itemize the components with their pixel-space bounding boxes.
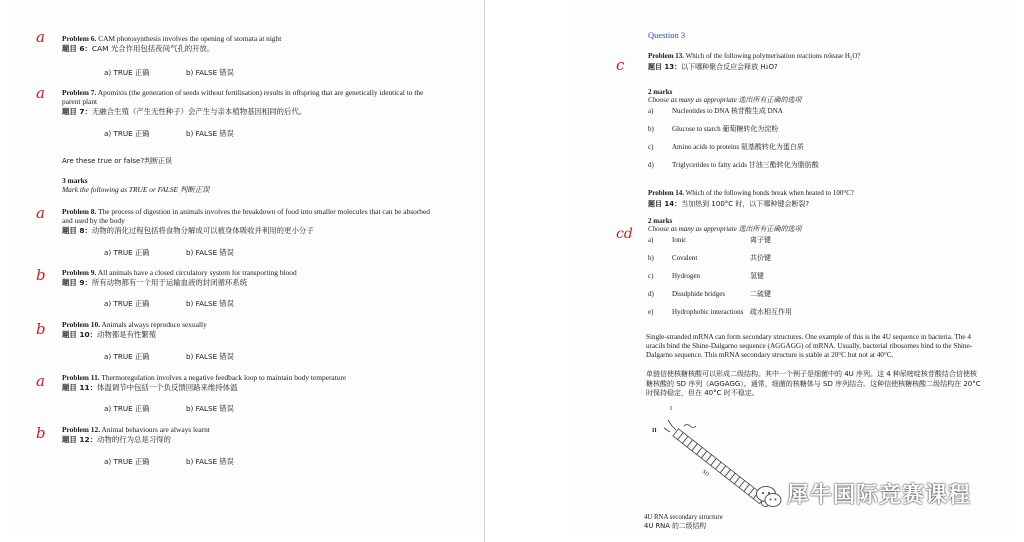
- mrna-paragraph-en: Single-stranded mRNA can form secondary structures. One example of this is the 4U sequence in bacteria. The 4 uracils bind the Shine-Dalgarno sequence (AGGAGG) of mRNA. Usually, bacterial ribosomes bind to the Shine-Dalgarno sequence. This mRNA secondary structure is stable at 20°C but not at 40°C.: [646, 333, 973, 359]
- problem-8-text: The process of digestion in animals involves the breakdown of food into smaller molecules that can be absorbed and used by the body: [62, 207, 430, 225]
- p14-option-d-zh: 二硫键: [750, 290, 771, 298]
- marks-instruction: Mark the following as TRUE or FALSE 判断正误: [62, 185, 210, 194]
- p14-option-a-text: Ionic: [672, 236, 687, 244]
- p13-option-c-text: Amino acids to proteins 氨基酸转化为蛋白质: [672, 143, 804, 151]
- problem-6-zh-text: CAM 光合作用包括夜间气孔的开放。: [91, 44, 215, 53]
- p14-option-a-letter: a): [648, 236, 654, 244]
- p14-option-e-letter: e): [648, 308, 654, 316]
- p6-option-true[interactable]: a) TRUE 正确: [104, 68, 150, 77]
- problem-14: [648, 189, 988, 209]
- p9-option-true[interactable]: a) TRUE 正确: [104, 299, 150, 308]
- p14-marks-label: 2 marks: [648, 217, 673, 225]
- problem-8-zh-text: 动物的消化过程包括将食物分解成可以被身体吸收并利用的更小分子: [91, 226, 314, 235]
- marks-label: 3 marks: [62, 176, 88, 185]
- p14-option-d-letter: d): [648, 290, 654, 298]
- figure-label-sd: SD: [700, 468, 711, 478]
- p7-option-true[interactable]: a) TRUE 正确: [104, 129, 150, 138]
- problem-10: [62, 320, 434, 340]
- p14-option-c-letter: c): [648, 272, 654, 280]
- wechat-icon: [755, 484, 783, 510]
- answer-mark-p9: b: [36, 266, 46, 284]
- p10-option-true[interactable]: a) TRUE 正确: [104, 352, 150, 361]
- problem-9: [62, 268, 434, 288]
- answer-mark-p14: cd: [616, 226, 633, 242]
- p14-option-e-text: Hydrophobic interactions: [672, 308, 744, 316]
- p13-marks-label: 2 marks: [648, 88, 673, 96]
- p14-marks-instruction: Choose as many as appropriate 选出所有正确的选项: [648, 225, 802, 233]
- page-gap: [485, 0, 574, 542]
- problem-9-label: Problem 9.: [62, 268, 97, 277]
- p14-option-a-zh: 离子键: [750, 236, 771, 244]
- p14-option-d-text: Disulphide bridges: [672, 290, 726, 298]
- p13-option-d-letter: d): [648, 161, 654, 169]
- problem-8-zh-label: 题目 8：: [62, 226, 92, 235]
- p11-option-false[interactable]: b) FALSE 错误: [186, 404, 234, 413]
- problem-12-label: Problem 12.: [62, 425, 101, 434]
- problem-13: [648, 52, 988, 72]
- problem-11: [62, 373, 434, 393]
- figure-caption-zh: 4U RNA 的二级结构: [644, 522, 707, 530]
- problem-14-zh-text: 当加热到 100°C 时，以下哪种键会断裂?: [681, 200, 810, 208]
- question-heading: Question 3: [648, 30, 686, 40]
- answer-mark-p12: b: [36, 424, 46, 442]
- p11-option-true[interactable]: a) TRUE 正确: [104, 404, 150, 413]
- problem-13-label: Problem 13.: [648, 52, 685, 60]
- problem-14-label: Problem 14.: [648, 189, 685, 197]
- p14-option-c-zh: 氢键: [750, 272, 764, 280]
- figure-caption-en: 4U RNA secondary structure: [644, 514, 723, 521]
- problem-13-zh-label: 题目 13：: [648, 63, 682, 71]
- p13-option-c-letter: c): [648, 143, 654, 151]
- problem-7: [62, 88, 434, 117]
- problem-10-text: Animals always reproduce sexually: [100, 320, 207, 329]
- problem-13-text: Which of the following polymerisation reactions release H₂O?: [684, 52, 861, 60]
- problem-6-label: Problem 6.: [62, 34, 97, 43]
- figure-label-i: I: [670, 406, 672, 412]
- p13-option-b-text: Glucose to starch 葡萄糖转化为淀粉: [672, 125, 779, 133]
- problem-6-zh-label: 题目 6：: [62, 44, 92, 53]
- problem-7-zh-label: 题目 7：: [62, 107, 92, 116]
- p12-option-true[interactable]: a) TRUE 正确: [104, 457, 150, 466]
- p14-option-c-text: Hydrogen: [672, 272, 700, 280]
- p14-option-b-letter: b): [648, 254, 654, 262]
- answer-mark-p6: a: [36, 28, 45, 46]
- problem-12: [62, 425, 434, 445]
- problem-7-zh-text: 无融合生殖（产生无性种子）会产生与亲本植物基因相同的后代。: [91, 107, 307, 116]
- problem-10-zh-label: 题目 10：: [62, 330, 98, 339]
- watermark-text: 犀牛国际竞赛课程: [787, 483, 972, 508]
- p10-option-false[interactable]: b) FALSE 错误: [186, 352, 234, 361]
- problem-14-zh-label: 题目 14：: [648, 200, 682, 208]
- p8-option-true[interactable]: a) TRUE 正确: [104, 248, 150, 257]
- section-intro: Are these true or false?判断正误: [62, 157, 173, 165]
- problem-11-label: Problem 11.: [62, 373, 100, 382]
- p12-option-false[interactable]: b) FALSE 错误: [186, 457, 234, 466]
- p14-option-e-zh: 疏水相互作用: [750, 308, 792, 316]
- right-page: [574, 6, 1014, 534]
- problem-11-zh-text: 体温调节中包括一个负反馈回路来维持体温: [97, 383, 238, 392]
- problem-8-label: Problem 8.: [62, 207, 97, 216]
- problem-11-zh-label: 题目 11：: [62, 383, 98, 392]
- problem-12-zh-label: 题目 12：: [62, 435, 98, 444]
- p14-option-b-text: Covalent: [672, 254, 698, 262]
- problem-10-label: Problem 10.: [62, 320, 101, 329]
- p13-option-a-letter: a): [648, 107, 654, 115]
- problem-11-text: Thermoregulation involves a negative feedback loop to maintain body temperature: [99, 373, 347, 382]
- problem-8: [62, 207, 434, 236]
- p13-option-d-text: Triglycerides to fatty acids 甘油三酯转化为脂肪酸: [672, 161, 819, 169]
- answer-mark-p11: a: [36, 372, 45, 390]
- p14-option-b-zh: 共价键: [750, 254, 771, 262]
- watermark: [755, 482, 1005, 512]
- p13-option-a-text: Nucleotides to DNA 核苷酸生成 DNA: [672, 107, 783, 115]
- p13-option-b-letter: b): [648, 125, 654, 133]
- problem-10-zh-text: 动物都是有性繁殖: [97, 330, 157, 339]
- p7-option-false[interactable]: b) FALSE 错误: [186, 129, 234, 138]
- problem-9-zh-text: 所有动物都有一个用于运输血液的封闭循环系统: [91, 278, 248, 287]
- p9-option-false[interactable]: b) FALSE 错误: [186, 299, 234, 308]
- p13-marks-instruction: Choose as many as appropriate 选出所有正确的选项: [648, 96, 802, 104]
- problem-14-text: Which of the following bonds break when heated to 100°C?: [684, 189, 854, 197]
- answer-mark-p10: b: [36, 320, 46, 338]
- problem-12-text: Animal behaviours are always learnt: [100, 425, 210, 434]
- problem-6-text: CAM photosynthesis involves the opening of stomata at night: [96, 34, 282, 43]
- problem-6: [62, 34, 422, 54]
- figure-label-ii: II: [652, 428, 657, 434]
- answer-mark-p7: a: [36, 84, 45, 102]
- p8-option-false[interactable]: b) FALSE 错误: [186, 248, 234, 257]
- problem-12-zh-text: 动物的行为总是习得的: [97, 435, 171, 444]
- mrna-paragraph-zh: 单链信使核糖核酸可以形成二级结构。其中一个例子是细菌中的 4U 序列。这 4 种尿嘧啶核苷酸结合信使核糖核酸的 SD 序列（AGGAGG）。通常，细菌的核糖体与 SD 序列结合。这种信使核糖核酸二级结构在 20°C 时保持稳定，但在 40°C 时不稳定。: [646, 370, 981, 398]
- problem-9-zh-label: 题目 9：: [62, 278, 92, 287]
- problem-13-zh-text: 以下哪种聚合反应会释放 H₂O?: [681, 63, 778, 71]
- problem-9-text: All animals have a closed circulatory system for transporting blood: [96, 268, 297, 277]
- answer-mark-p8: a: [36, 204, 45, 222]
- p6-option-false[interactable]: b) FALSE 错误: [186, 68, 234, 77]
- problem-7-label: Problem 7.: [62, 88, 97, 97]
- problem-7-text: Apomixis (the generation of seeds without fertilisation) results in offspring that are genetically identical to the parent plant: [62, 88, 424, 106]
- left-page: [14, 6, 484, 534]
- answer-mark-p13: c: [616, 56, 625, 74]
